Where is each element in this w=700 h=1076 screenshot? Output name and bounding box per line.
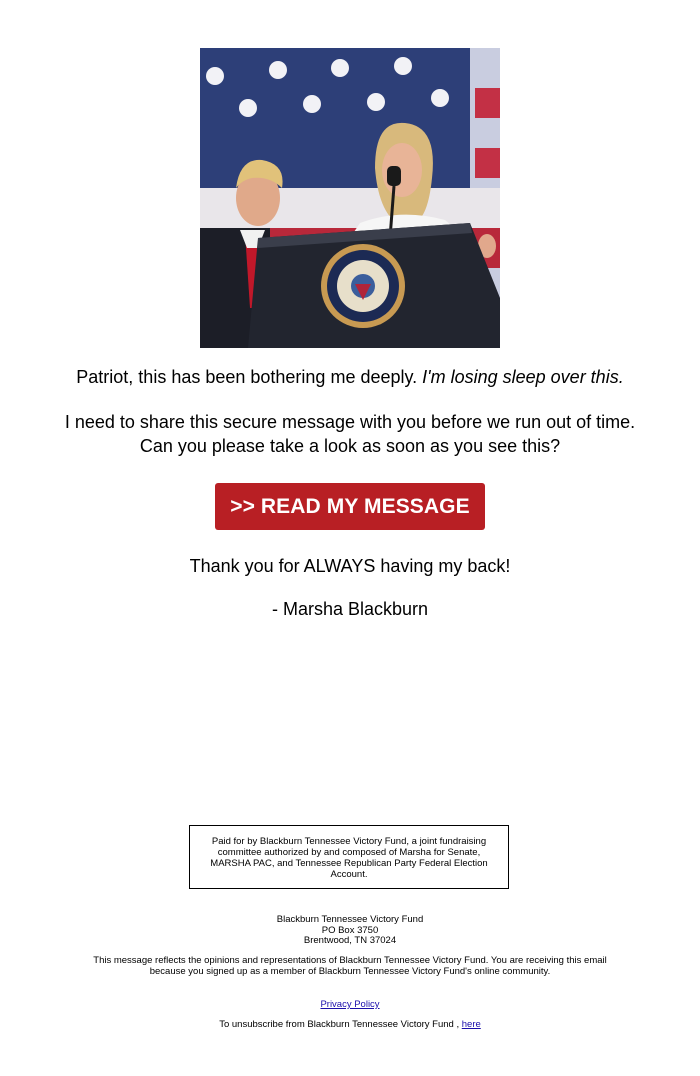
privacy-policy-link[interactable]: Privacy Policy xyxy=(320,999,380,1010)
signature: - Marsha Blackburn xyxy=(271,599,429,619)
intro-italic: I'm losing sleep over this. xyxy=(422,367,624,387)
subscription-notice xyxy=(0,956,700,977)
hero-photo xyxy=(200,48,500,348)
address-line-3: Brentwood, TN 37024 xyxy=(303,935,397,946)
privacy-row xyxy=(0,1000,700,1011)
hero-photo-illustration xyxy=(200,48,500,348)
body-text xyxy=(0,410,700,458)
address-line-1: Blackburn Tennessee Victory Fund xyxy=(276,914,424,925)
intro-text xyxy=(0,365,700,389)
address-line-2: PO Box 3750 xyxy=(321,924,379,936)
unsubscribe-link[interactable]: here xyxy=(461,1019,481,1030)
paid-for-disclaimer: Paid for by Blackburn Tennessee Victory Fund, a joint fundraising committee authorized by and composed of Marsha for Senate, MARSHA PAC, and Tennessee Republican Party Federal Election Account. xyxy=(189,825,509,889)
mailing-address xyxy=(0,915,700,947)
notice-line-2: because you signed up as a member of Blackburn Tennessee Victory Fund's online community. xyxy=(149,965,551,977)
body-line-1: I need to share this secure message with you before we run out of time. xyxy=(64,412,636,432)
thanks-text: Thank you for ALWAYS having my back! xyxy=(189,556,511,576)
body-line-2: Can you please take a look as soon as you see this? xyxy=(139,436,561,456)
notice-line-1: This message reflects the opinions and representations of Blackburn Tennessee Victory Fund. You are receiving this email xyxy=(93,955,607,966)
unsubscribe-text: To unsubscribe from Blackburn Tennessee Victory Fund , xyxy=(219,1019,462,1030)
read-message-button[interactable]: >> READ MY MESSAGE xyxy=(215,483,485,530)
intro-plain: Patriot, this has been bothering me deeply. xyxy=(76,367,423,387)
unsubscribe-row xyxy=(0,1020,700,1031)
